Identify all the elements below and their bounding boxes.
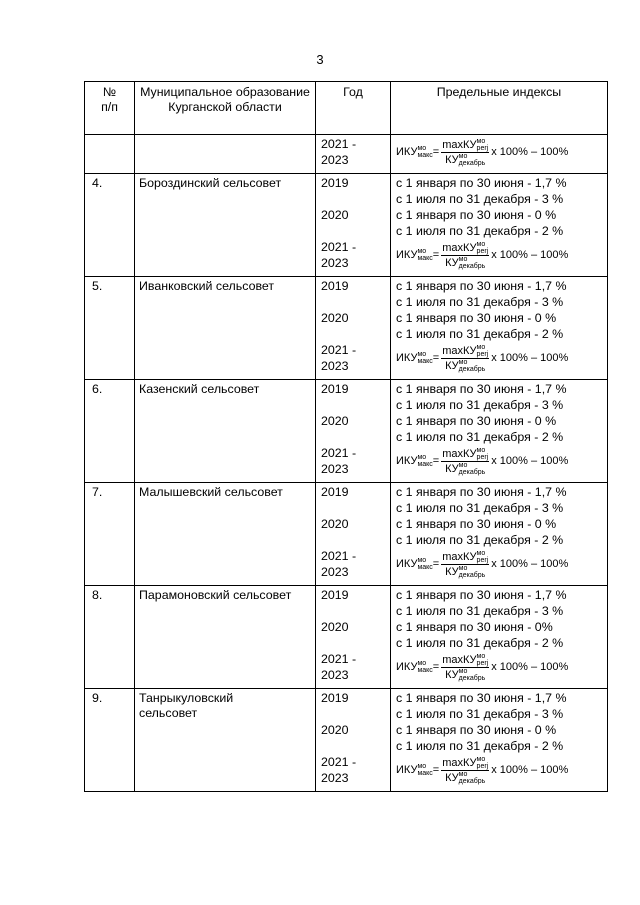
- formula-lhs: ИКУ мо макс: [396, 763, 433, 777]
- index-line: с 1 января по 30 июня - 0%: [396, 620, 553, 634]
- cell-num: 9.: [85, 689, 135, 792]
- year-2019: 2019: [321, 485, 349, 499]
- indices-table: [84, 81, 608, 792]
- formula-lhs: ИКУ мо макс: [396, 145, 433, 159]
- year-2019: 2019: [321, 176, 349, 190]
- formula-eq: =: [432, 146, 440, 158]
- cell-num: 6.: [85, 380, 135, 483]
- cell-indices: [391, 586, 608, 689]
- header-year: Год: [316, 82, 391, 135]
- cell-indices: [391, 174, 608, 277]
- index-formula: [396, 651, 607, 683]
- cell-num: [85, 135, 135, 174]
- table-row: [85, 277, 608, 380]
- formula-fraction: maxКУ мо perj КУ мо декабрь: [442, 137, 489, 167]
- cell-year: [316, 380, 391, 483]
- index-line: с 1 июля по 31 декабря - 2 %: [396, 636, 564, 650]
- year-2020: 2020: [321, 723, 349, 737]
- formula-tail: x 100% – 100%: [491, 661, 569, 673]
- formula-lhs: ИКУ мо макс: [396, 557, 433, 571]
- table-row-continuation: [85, 135, 608, 174]
- index-line: с 1 января по 30 июня - 0 %: [396, 414, 557, 428]
- table-row: [85, 174, 608, 277]
- formula-eq: =: [432, 249, 440, 261]
- header-indices: Предельные индексы: [391, 82, 608, 135]
- year-range: 2021 - 2023: [321, 240, 357, 270]
- index-line: с 1 июля по 31 декабря - 2 %: [396, 327, 564, 341]
- year-2020: 2020: [321, 517, 349, 531]
- formula-eq: =: [432, 558, 440, 570]
- index-formula: [396, 136, 607, 168]
- cell-year: [316, 174, 391, 277]
- index-line: с 1 января по 30 июня - 1,7 %: [396, 691, 567, 705]
- index-line: с 1 января по 30 июня - 1,7 %: [396, 485, 567, 499]
- year-2019: 2019: [321, 279, 349, 293]
- cell-indices: [391, 135, 608, 174]
- cell-num: 4.: [85, 174, 135, 277]
- index-line: с 1 января по 30 июня - 1,7 %: [396, 279, 567, 293]
- cell-year: [316, 586, 391, 689]
- table-row: [85, 483, 608, 586]
- table-row: [85, 380, 608, 483]
- index-line: с 1 июля по 31 декабря - 3 %: [396, 398, 564, 412]
- table-row: [85, 689, 608, 792]
- index-line: с 1 января по 30 июня - 0 %: [396, 517, 557, 531]
- year-2020: 2020: [321, 311, 349, 325]
- cell-year: [316, 483, 391, 586]
- year-range: 2021 - 2023: [321, 549, 357, 579]
- formula-eq: =: [432, 661, 440, 673]
- formula-tail: x 100% – 100%: [491, 146, 569, 158]
- table-row: [85, 586, 608, 689]
- formula-tail: x 100% – 100%: [491, 352, 569, 364]
- index-line: с 1 июля по 31 декабря - 3 %: [396, 604, 564, 618]
- cell-name: Бороздинский сельсовет: [135, 174, 316, 277]
- year-range: 2021 - 2023: [321, 755, 357, 785]
- cell-num: 7.: [85, 483, 135, 586]
- index-line: с 1 июля по 31 декабря - 3 %: [396, 192, 564, 206]
- formula-lhs: ИКУ мо макс: [396, 351, 433, 365]
- formula-tail: x 100% – 100%: [491, 249, 569, 261]
- header-municipality: Муниципальное образование Курганской области: [135, 82, 316, 135]
- cell-num: 8.: [85, 586, 135, 689]
- formula-tail: x 100% – 100%: [491, 558, 569, 570]
- index-formula: [396, 445, 607, 477]
- year-2020: 2020: [321, 414, 349, 428]
- table-header-row: [85, 82, 608, 135]
- year-2019: 2019: [321, 691, 349, 705]
- index-line: с 1 июля по 31 декабря - 2 %: [396, 430, 564, 444]
- index-line: с 1 января по 30 июня - 1,7 %: [396, 176, 567, 190]
- cell-year: [316, 277, 391, 380]
- formula-eq: =: [432, 352, 440, 364]
- year-2019: 2019: [321, 382, 349, 396]
- cell-name: Малышевский сельсовет: [135, 483, 316, 586]
- index-line: с 1 июля по 31 декабря - 3 %: [396, 501, 564, 515]
- cell-year: [316, 689, 391, 792]
- cell-indices: [391, 483, 608, 586]
- formula-fraction: maxКУ мо perj КУ мо декабрь: [442, 343, 489, 373]
- index-line: с 1 января по 30 июня - 0 %: [396, 208, 557, 222]
- year-range: 2021 - 2023: [321, 652, 357, 682]
- index-line: с 1 января по 30 июня - 0 %: [396, 723, 557, 737]
- index-line: с 1 июля по 31 декабря - 3 %: [396, 295, 564, 309]
- index-line: с 1 января по 30 июня - 1,7 %: [396, 382, 567, 396]
- page-number: 3: [316, 52, 324, 67]
- year-2019: 2019: [321, 588, 349, 602]
- year-2020: 2020: [321, 620, 349, 634]
- cell-num: 5.: [85, 277, 135, 380]
- cell-indices: [391, 277, 608, 380]
- formula-tail: x 100% – 100%: [491, 764, 569, 776]
- index-line: с 1 января по 30 июня - 0 %: [396, 311, 557, 325]
- year-range: 2021 - 2023: [321, 343, 357, 373]
- cell-name: Танрыкуловский сельсовет: [135, 689, 316, 792]
- header-num: № п/п: [85, 82, 135, 135]
- formula-fraction: maxКУ мо perj КУ мо декабрь: [442, 549, 489, 579]
- cell-name: Казенский сельсовет: [135, 380, 316, 483]
- formula-lhs: ИКУ мо макс: [396, 660, 433, 674]
- formula-fraction: maxКУ мо perj КУ мо декабрь: [442, 652, 489, 682]
- index-formula: [396, 754, 607, 786]
- index-formula: [396, 548, 607, 580]
- cell-name: Парамоновский сельсовет: [135, 586, 316, 689]
- index-formula: [396, 342, 607, 374]
- index-line: с 1 июля по 31 декабря - 2 %: [396, 224, 564, 238]
- year-2020: 2020: [321, 208, 349, 222]
- cell-name: Иванковский сельсовет: [135, 277, 316, 380]
- year-range: 2021 - 2023: [321, 137, 357, 167]
- index-line: с 1 июля по 31 декабря - 2 %: [396, 533, 564, 547]
- cell-name: [135, 135, 316, 174]
- formula-fraction: maxКУ мо perj КУ мо декабрь: [442, 240, 489, 270]
- formula-fraction: maxКУ мо perj КУ мо декабрь: [442, 755, 489, 785]
- formula-fraction: maxКУ мо perj КУ мо декабрь: [442, 446, 489, 476]
- cell-year: [316, 135, 391, 174]
- index-line: с 1 июля по 31 декабря - 2 %: [396, 739, 564, 753]
- cell-indices: [391, 689, 608, 792]
- index-line: с 1 июля по 31 декабря - 3 %: [396, 707, 564, 721]
- index-line: с 1 января по 30 июня - 1,7 %: [396, 588, 567, 602]
- formula-tail: x 100% – 100%: [491, 455, 569, 467]
- index-formula: [396, 239, 607, 271]
- formula-lhs: ИКУ мо макс: [396, 248, 433, 262]
- formula-eq: =: [432, 455, 440, 467]
- cell-indices: [391, 380, 608, 483]
- year-range: 2021 - 2023: [321, 446, 357, 476]
- formula-lhs: ИКУ мо макс: [396, 454, 433, 468]
- formula-eq: =: [432, 764, 440, 776]
